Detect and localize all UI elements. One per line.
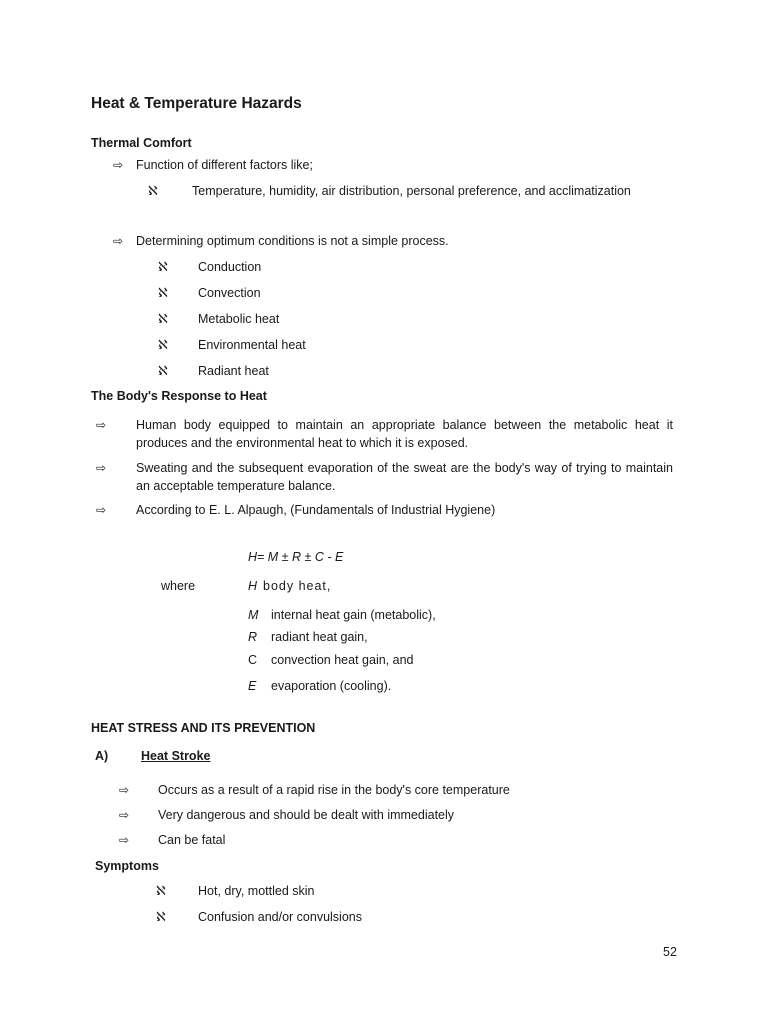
symptom-item: Confusion and/or convulsions [198,910,362,924]
symptom-item: Hot, dry, mottled skin [198,884,315,898]
equation-term-desc: evaporation (cooling). [271,679,392,693]
subsection-title: Heat Stroke [141,749,211,763]
bullet-text: According to E. L. Alpaugh, (Fundamentals of Industrial Hygiene) [136,503,496,517]
equation-symbol: M [248,608,259,622]
bullet-text: Can be fatal [158,833,226,847]
list-item: Metabolic heat [198,312,280,326]
arrow-icon: ⇨ [119,783,130,797]
equation-term-desc: internal heat gain (metabolic), [271,608,436,622]
bullet-text: Function of different factors like; [136,158,313,172]
symptoms-heading: Symptoms [95,859,159,873]
section-heading-body-response: The Body's Response to Heat [91,389,267,403]
equation-formula: H= M ± R ± C - E [248,550,344,564]
bullet-text: Determining optimum conditions is not a simple process. [136,234,449,248]
page-title: Heat & Temperature Hazards [91,95,302,112]
aleph-icon: ℵ [156,883,166,898]
aleph-icon: ℵ [148,183,158,198]
bullet-text: Very dangerous and should be dealt with immediately [158,808,455,822]
list-item: Conduction [198,260,262,274]
section-heading-thermal-comfort: Thermal Comfort [91,136,192,150]
list-item: Radiant heat [198,364,269,378]
equation-symbol: C [248,653,258,667]
equation-symbol: R [248,630,258,644]
arrow-icon: ⇨ [119,833,130,847]
sub-bullet-text: Temperature, humidity, air distribution, personal preference, and acclimatization [192,184,631,198]
list-item: Environmental heat [198,338,306,352]
equation-symbol: E [248,679,257,693]
aleph-icon: ℵ [158,363,168,378]
arrow-icon: ⇨ [119,808,130,822]
list-item: Convection [198,286,261,300]
bullet-text: Occurs as a result of a rapid rise in the body's core temperature [158,783,510,797]
equation-term-desc: radiant heat gain, [271,630,368,644]
equation-term-desc: convection heat gain, and [271,653,414,667]
bullet-text: Human body equipped to maintain an appropriate balance between the metabolic heat it produces and the environmental heat to which it is exposed. [136,418,673,450]
bullet-text: Sweating and the subsequent evaporation of the sweat are the body's way of trying to maintain an acceptable temperature balance. [136,461,673,493]
equation-term-desc: body heat, [263,579,332,593]
arrow-icon: ⇨ [113,158,124,172]
arrow-icon: ⇨ [113,234,124,248]
arrow-icon: ⇨ [96,461,107,475]
where-label: where [161,579,196,593]
aleph-icon: ℵ [158,311,168,326]
aleph-icon: ℵ [158,285,168,300]
subsection-label: A) [95,749,109,763]
aleph-icon: ℵ [156,909,166,924]
arrow-icon: ⇨ [96,418,107,432]
aleph-icon: ℵ [158,337,168,352]
page-number: 52 [663,945,677,959]
aleph-icon: ℵ [158,259,168,274]
section-heading-heat-stress: HEAT STRESS AND ITS PREVENTION [91,721,316,735]
equation-symbol: H [248,579,258,593]
arrow-icon: ⇨ [96,503,107,517]
